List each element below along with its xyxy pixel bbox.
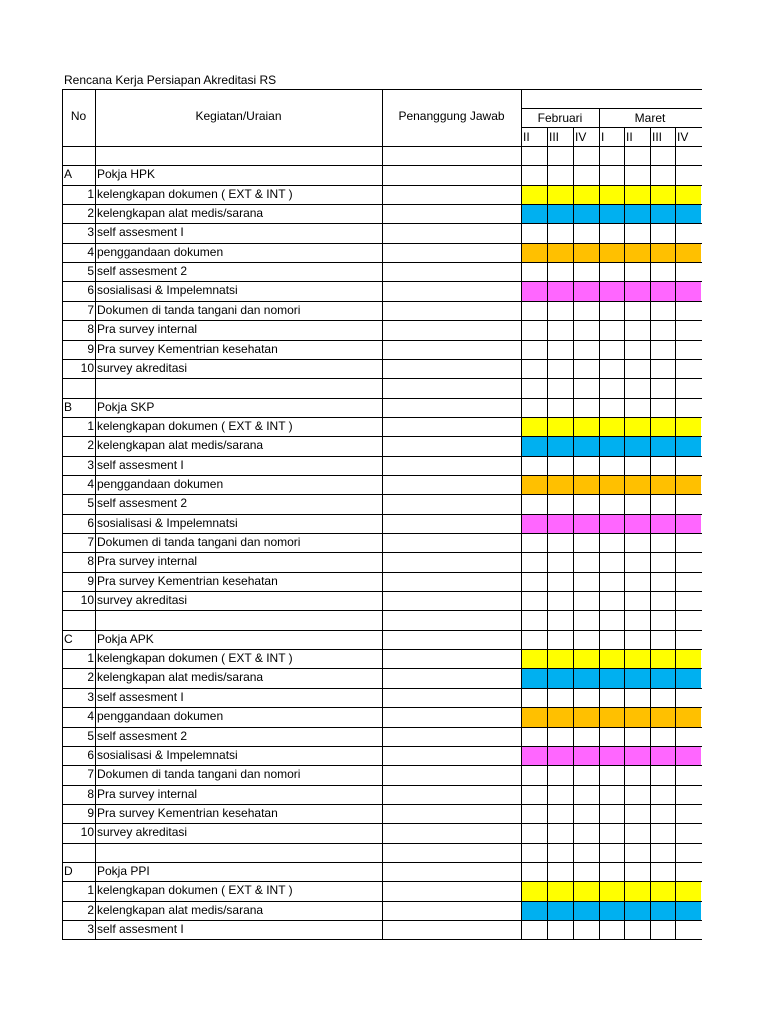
section-name: Pokja SKP <box>97 400 155 414</box>
schedule-bar-yellow <box>521 881 701 901</box>
schedule-bar-yellow <box>521 417 701 436</box>
schedule-bar-blue <box>521 436 701 456</box>
item-label: self assesment I <box>97 690 184 704</box>
grid-line-horizontal <box>521 89 702 90</box>
item-number: 4 <box>87 477 94 491</box>
header-month: Februari <box>537 111 583 125</box>
item-number: 5 <box>87 496 94 510</box>
item-number: 8 <box>87 554 94 568</box>
item-label: kelengkapan dokumen ( EXT & INT ) <box>97 419 293 433</box>
header-week: IV <box>677 130 689 144</box>
grid-line-vertical <box>62 89 63 940</box>
schedule-bar-orange <box>521 707 701 727</box>
section-name: Pokja PPI <box>97 864 150 878</box>
schedule-bar-yellow <box>521 185 701 204</box>
item-number: 1 <box>87 419 94 433</box>
item-number: 9 <box>87 806 94 820</box>
item-label: survey akreditasi <box>97 361 188 375</box>
item-number: 2 <box>87 903 94 917</box>
schedule-bar-blue <box>521 204 701 223</box>
item-label: Dokumen di tanda tangani dan nomori <box>97 535 301 549</box>
item-number: 1 <box>87 187 94 201</box>
item-number: 3 <box>87 922 94 936</box>
item-number: 8 <box>87 322 94 336</box>
item-number: 6 <box>87 748 94 762</box>
work-plan-table <box>62 89 701 942</box>
item-label: kelengkapan dokumen ( EXT & INT ) <box>97 187 293 201</box>
item-label: Dokumen di tanda tangani dan nomori <box>97 767 301 781</box>
item-label: self assesment 2 <box>97 729 188 743</box>
item-number: 2 <box>87 670 94 684</box>
section-letter: C <box>64 632 73 646</box>
item-label: Pra survey Kementrian kesehatan <box>97 342 278 356</box>
item-number: 1 <box>87 651 94 665</box>
grid-line-vertical <box>599 108 600 940</box>
schedule-bar-pink <box>521 746 701 765</box>
grid-line-vertical <box>573 127 574 940</box>
header-week: II <box>523 130 530 144</box>
item-label: Pra survey internal <box>97 322 198 336</box>
item-label: self assesment I <box>97 922 184 936</box>
item-label: Pra survey internal <box>97 787 198 801</box>
item-number: 9 <box>87 574 94 588</box>
item-number: 5 <box>87 729 94 743</box>
item-number: 8 <box>87 787 94 801</box>
item-number: 2 <box>87 206 94 220</box>
grid-line-horizontal <box>62 89 522 90</box>
schedule-bar-blue <box>521 668 701 688</box>
header-week: III <box>652 130 663 144</box>
grid-line-vertical <box>547 127 548 940</box>
item-number: 6 <box>87 283 94 297</box>
section-name: Pokja HPK <box>97 167 156 181</box>
item-label: kelengkapan alat medis/sarana <box>97 670 264 684</box>
header-week: III <box>549 130 560 144</box>
header-week: II <box>626 130 633 144</box>
item-label: Pra survey Kementrian kesehatan <box>97 806 278 820</box>
grid-line-vertical <box>382 89 383 940</box>
item-number: 4 <box>87 709 94 723</box>
section-letter: A <box>64 167 73 181</box>
item-label: self assesment I <box>97 225 184 239</box>
section-letter: D <box>64 864 73 878</box>
item-label: Dokumen di tanda tangani dan nomori <box>97 303 301 317</box>
grid-line-vertical <box>650 127 651 940</box>
header-week: IV <box>575 130 587 144</box>
item-label: survey akreditasi <box>97 593 188 607</box>
item-number: 7 <box>87 535 94 549</box>
section-letter: B <box>64 400 73 414</box>
item-number: 3 <box>87 458 94 472</box>
item-label: penggandaan dokumen <box>97 477 224 491</box>
schedule-bar-yellow <box>521 649 701 668</box>
grid-line-vertical <box>95 89 96 940</box>
grid-line-vertical <box>675 127 676 940</box>
schedule-bar-blue <box>521 901 701 920</box>
item-label: kelengkapan dokumen ( EXT & INT ) <box>97 651 293 665</box>
item-number: 1 <box>87 883 94 897</box>
item-number: 10 <box>80 593 94 607</box>
item-number: 3 <box>87 690 94 704</box>
item-number: 5 <box>87 264 94 278</box>
grid-line-vertical <box>624 127 625 940</box>
item-number: 2 <box>87 438 94 452</box>
item-label: survey akreditasi <box>97 825 188 839</box>
header-penanggung-jawab: Penanggung Jawab <box>398 109 505 123</box>
item-number: 9 <box>87 342 94 356</box>
grid-line-vertical <box>521 89 522 940</box>
item-label: sosialisasi & Impelemnatsi <box>97 516 238 530</box>
item-number: 10 <box>80 361 94 375</box>
item-label: self assesment 2 <box>97 496 188 510</box>
item-label: kelengkapan alat medis/sarana <box>97 206 264 220</box>
schedule-bar-pink <box>521 281 701 301</box>
header-month: Maret <box>634 111 666 125</box>
schedule-bar-orange <box>521 243 701 262</box>
item-label: kelengkapan alat medis/sarana <box>97 438 264 452</box>
item-label: penggandaan dokumen <box>97 245 224 259</box>
item-number: 4 <box>87 245 94 259</box>
header-kegiatan: Kegiatan/Uraian <box>195 109 282 123</box>
item-label: kelengkapan dokumen ( EXT & INT ) <box>97 883 293 897</box>
item-label: Pra survey Kementrian kesehatan <box>97 574 278 588</box>
item-label: kelengkapan alat medis/sarana <box>97 903 264 917</box>
item-label: sosialisasi & Impelemnatsi <box>97 748 238 762</box>
section-name: Pokja APK <box>97 632 154 646</box>
item-label: Pra survey internal <box>97 554 198 568</box>
header-week: I <box>601 130 605 144</box>
item-number: 7 <box>87 767 94 781</box>
item-label: self assesment 2 <box>97 264 188 278</box>
item-number: 6 <box>87 516 94 530</box>
item-label: self assesment I <box>97 458 184 472</box>
item-label: sosialisasi & Impelemnatsi <box>97 283 238 297</box>
header-no: No <box>70 109 87 123</box>
schedule-bar-orange <box>521 475 701 494</box>
item-label: penggandaan dokumen <box>97 709 224 723</box>
item-number: 3 <box>87 225 94 239</box>
item-number: 7 <box>87 303 94 317</box>
item-number: 10 <box>80 825 94 839</box>
document-title: Rencana Kerja Persiapan Akreditasi RS <box>64 73 277 87</box>
schedule-bar-pink <box>521 514 701 533</box>
